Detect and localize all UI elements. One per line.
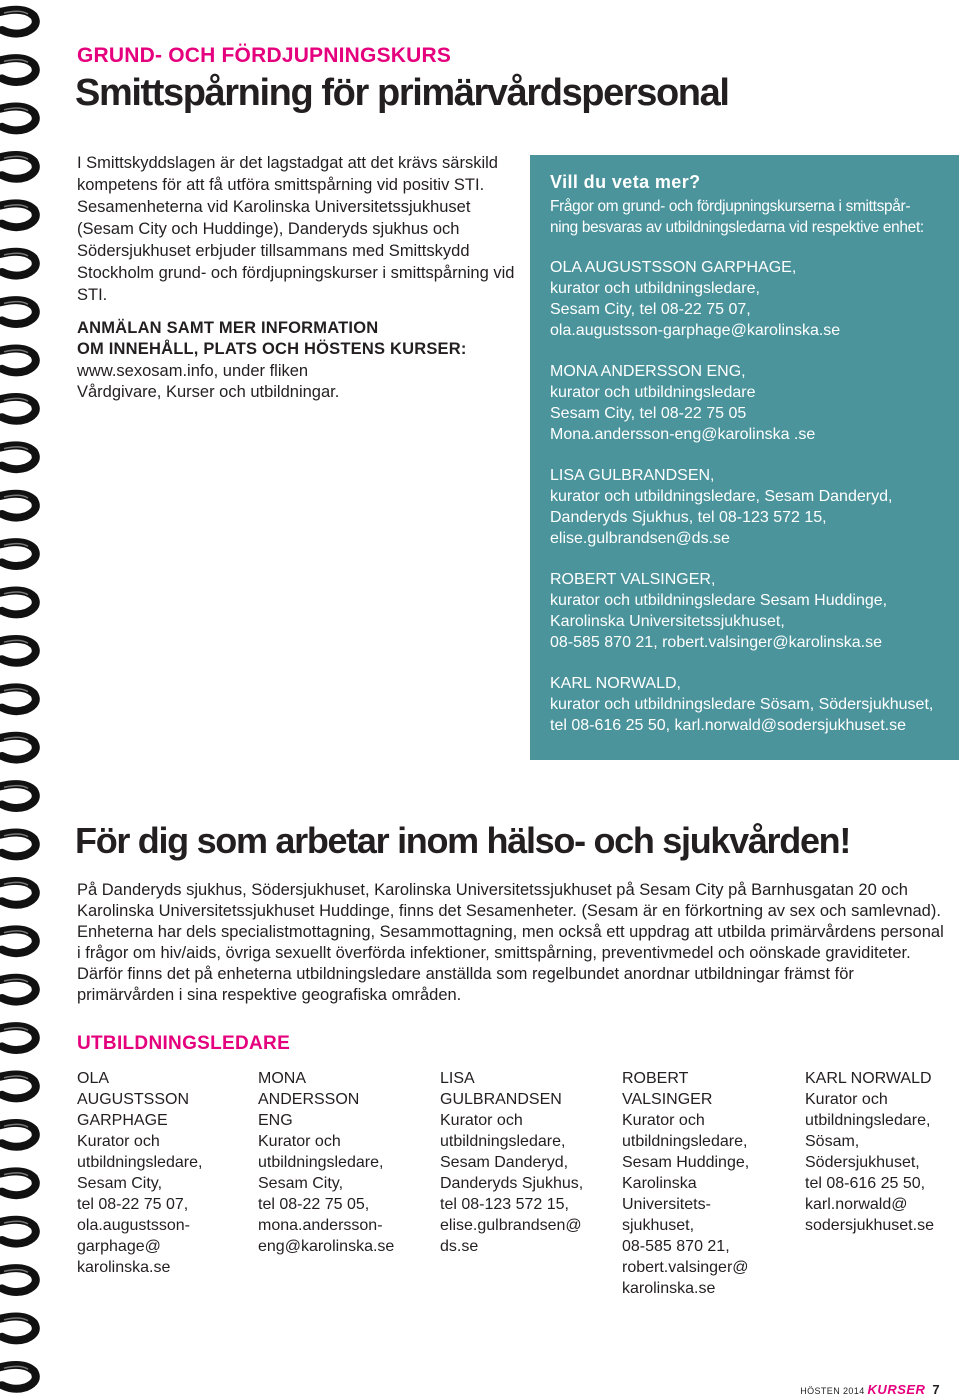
leader-line: GULBRANDSEN (440, 1091, 562, 1108)
infobox-heading: Vill du veta mer? (550, 172, 701, 192)
leader-line: utbildningsledare, (77, 1154, 203, 1171)
leader-line: ROBERT (622, 1070, 689, 1087)
leader-email[interactable]: karolinska.se (622, 1280, 716, 1297)
leader-email[interactable]: karolinska.se (77, 1259, 171, 1276)
contact-line: Karolinska Universitetssjukhuset, (550, 613, 785, 630)
footer-season: HÖSTEN 2014 (800, 1386, 865, 1396)
leader-line: tel 08-123 572 15, (440, 1196, 569, 1213)
binding-loop (0, 591, 36, 615)
binding-loop (0, 1123, 36, 1147)
leader-line: 08-585 870 21, (622, 1238, 730, 1255)
leader-line: ENG (258, 1112, 293, 1129)
page-title: Smittspårning för primärvårdspersonal (75, 72, 729, 114)
contact-line: kurator och utbildningsledare Sösam, Södersjukhuset, (550, 696, 934, 713)
leader-line: VALSINGER (622, 1091, 713, 1108)
leader-column (440, 1068, 610, 1257)
leader-column (805, 1068, 960, 1236)
page-footer (800, 1382, 940, 1397)
signup-path-text: Vårdgivare, Kurser och utbildningar. (77, 383, 340, 401)
binding-loop (0, 1075, 36, 1099)
contact-line: kurator och utbildningsledare, Sesam Danderyd, (550, 488, 893, 505)
binding-loop (0, 639, 36, 663)
binding-loop (0, 736, 36, 760)
leader-line: Sesam Huddinge, (622, 1154, 750, 1171)
leader-email[interactable]: sodersjukhuset.se (805, 1217, 934, 1234)
leader-line: tel 08-22 75 05, (258, 1196, 370, 1213)
binding-loop (0, 203, 36, 227)
signup-heading-line: ANMÄLAN SAMT MER INFORMATION (77, 319, 379, 337)
leader-column (622, 1068, 792, 1299)
contact-email[interactable]: ola.augustsson-garphage@karolinska.se (550, 322, 841, 339)
leader-email[interactable]: garphage@ (77, 1238, 161, 1255)
contact-line: Sesam City, tel 08-22 75 07, (550, 301, 751, 318)
course-kicker: GRUND- OCH FÖRDJUPNINGSKURS (77, 44, 452, 67)
contact-line: kurator och utbildningsledare Sesam Huddinge, (550, 592, 888, 609)
contact-email[interactable]: elise.gulbrandsen@ds.se (550, 530, 730, 547)
binding-loop (0, 542, 36, 566)
leader-line: Kurator och (77, 1133, 160, 1150)
leader-email[interactable]: elise.gulbrandsen@ (440, 1217, 582, 1234)
leader-line: KARL NORWALD (805, 1070, 932, 1087)
contact-line: KARL NORWALD, (550, 675, 681, 692)
contact-line: kurator och utbildningsledare (550, 384, 756, 401)
leader-line: MONA (258, 1070, 306, 1087)
contact-email[interactable]: Mona.andersson-eng@karolinska .se (550, 426, 816, 443)
leader-line: utbildningsledare, (622, 1133, 748, 1150)
binding-loop (0, 833, 36, 857)
spiral-binding (0, 0, 50, 1400)
signup-info (77, 361, 517, 403)
contact-line: Sesam City, tel 08-22 75 05 (550, 405, 747, 422)
section-paragraph: På Danderyds sjukhus, Södersjukhuset, Karolinska Universitetssjukhuset på Sesam City på Barnhusgatan 20 och Karolinska Universitetssjukhuset Huddinge, finns det Sesamenheter. (Sesam är en förkortning av sex och samlevnad). Enheterna har dels specialistmottagning, Sesammottagning, men också ett uppdrag att utbilda primärvårdens personal i frågor om hiv/aids, övriga sexuellt överförda infektioner, smittspårning, preventivmedel och oönskade graviditeter. Därför finns det på enheterna utbildningsledare anställda som regelbundet anordnar utbildningar främst för primärvården i sina respektive geografiska områden. (77, 881, 944, 1004)
contact-line: Danderyds Sjukhus, tel 08-123 572 15, (550, 509, 827, 526)
binding-loop (0, 397, 36, 421)
binding-loop (0, 445, 36, 469)
leader-line: GARPHAGE (77, 1112, 168, 1129)
leader-column (258, 1068, 428, 1257)
binding-loop (0, 687, 36, 711)
binding-loop (0, 978, 36, 1002)
leader-email[interactable]: ds.se (440, 1238, 479, 1255)
binding-loop (0, 10, 36, 34)
leader-line: Kurator och (440, 1112, 523, 1129)
contact-line: MONA ANDERSSON ENG, (550, 363, 746, 380)
leader-line: utbildningsledare, (440, 1133, 566, 1150)
signup-heading-line: OM INNEHÅLL, PLATS OCH HÖSTENS KURSER: (77, 340, 467, 358)
binding-loop (0, 349, 36, 373)
leader-line: LISA (440, 1070, 475, 1087)
contact-line: ROBERT VALSINGER, (550, 571, 716, 588)
binding-loop (0, 1365, 36, 1389)
intro-paragraph: I Smittskyddslagen är det lagstadgat att det krävs särskild kompetens för att få utföra smittspårning vid positiv STI. Sesamenheterna vid Karolinska Universitetssjukhuset (Sesam City och Huddinge), Danderyds sjukhus och Södersjukhuset erbjuder tillsammans med Smittskydd Stockholm grund- och fördjupningskurser i smittspårning vid STI. (77, 154, 515, 304)
infobox-intro-line: Frågor om grund- och fördjupningskurserna i smittspår- (550, 198, 911, 215)
leader-line: Kurator och (258, 1133, 341, 1150)
contact-email[interactable]: 08-585 870 21, robert.valsinger@karolinska.se (550, 634, 882, 651)
contact-line: LISA GULBRANDSEN, (550, 467, 715, 484)
leader-email[interactable]: eng@karolinska.se (258, 1238, 395, 1255)
infobox-intro-line: ning besvaras av utbildningsledarna vid respektive enhet: (550, 219, 924, 236)
leader-line: sjukhuset, (622, 1217, 695, 1234)
binding-loop (0, 1171, 36, 1195)
leader-column (77, 1068, 247, 1278)
section-heading: För dig som arbetar inom hälso- och sjukvården! (75, 820, 851, 861)
leader-line: tel 08-616 25 50, (805, 1175, 926, 1192)
contact-email[interactable]: tel 08-616 25 50, karl.norwald@sodersjukhuset.se (550, 717, 906, 734)
leader-line: Danderyds Sjukhus, (440, 1175, 584, 1192)
binding-loop (0, 300, 36, 324)
contact-line: kurator och utbildningsledare, (550, 280, 760, 297)
infobox-contact (550, 569, 955, 653)
binding-loop (0, 881, 36, 905)
leader-line: Sesam Danderyd, (440, 1154, 569, 1171)
binding-loop (0, 1268, 36, 1292)
leader-line: Sesam City, (77, 1175, 163, 1192)
leader-line: Sesam City, (258, 1175, 344, 1192)
leader-line: AUGUSTSSON (77, 1091, 190, 1108)
leader-line: utbildningsledare, (258, 1154, 384, 1171)
page-number: 7 (932, 1382, 940, 1397)
leader-email[interactable]: karl.norwald@ (805, 1196, 908, 1213)
infobox-contact (550, 673, 955, 736)
leaders-heading: UTBILDNINGSLEDARE (77, 1033, 291, 1054)
leader-line: OLA (77, 1070, 110, 1087)
leader-line: Södersjukhuset, (805, 1154, 920, 1171)
signup-link-text[interactable]: www.sexosam.info, under fliken (77, 362, 309, 380)
binding-loop (0, 1220, 36, 1244)
binding-loop (0, 58, 36, 82)
binding-loop (0, 1317, 36, 1341)
contact-line: OLA AUGUSTSSON GARPHAGE, (550, 259, 797, 276)
signup-heading (77, 318, 517, 360)
contact-infobox (530, 155, 959, 760)
leader-line: utbildningsledare, (805, 1112, 931, 1129)
leader-line: Universitets- (622, 1196, 711, 1213)
infobox-contact (550, 361, 955, 445)
infobox-contact (550, 465, 955, 549)
binding-loop (0, 1026, 36, 1050)
binding-loop (0, 929, 36, 953)
leader-email[interactable]: robert.valsinger@ (622, 1259, 749, 1276)
leader-line: tel 08-22 75 07, (77, 1196, 189, 1213)
leader-line: Karolinska (622, 1175, 697, 1192)
leader-line: ANDERSSON (258, 1091, 360, 1108)
binding-loop (0, 107, 36, 131)
leader-line: Kurator och (805, 1091, 888, 1108)
infobox-contact (550, 257, 955, 341)
binding-loop (0, 494, 36, 518)
leader-line: Kurator och (622, 1112, 705, 1129)
binding-loop (0, 155, 36, 179)
binding-loop (0, 252, 36, 276)
footer-brand: KURSER (867, 1382, 926, 1397)
leader-email[interactable]: mona.andersson- (258, 1217, 383, 1234)
infobox-intro (550, 196, 955, 238)
binding-loop (0, 784, 36, 808)
leader-line: Sösam, (805, 1133, 860, 1150)
leader-email[interactable]: ola.augustsson- (77, 1217, 190, 1234)
